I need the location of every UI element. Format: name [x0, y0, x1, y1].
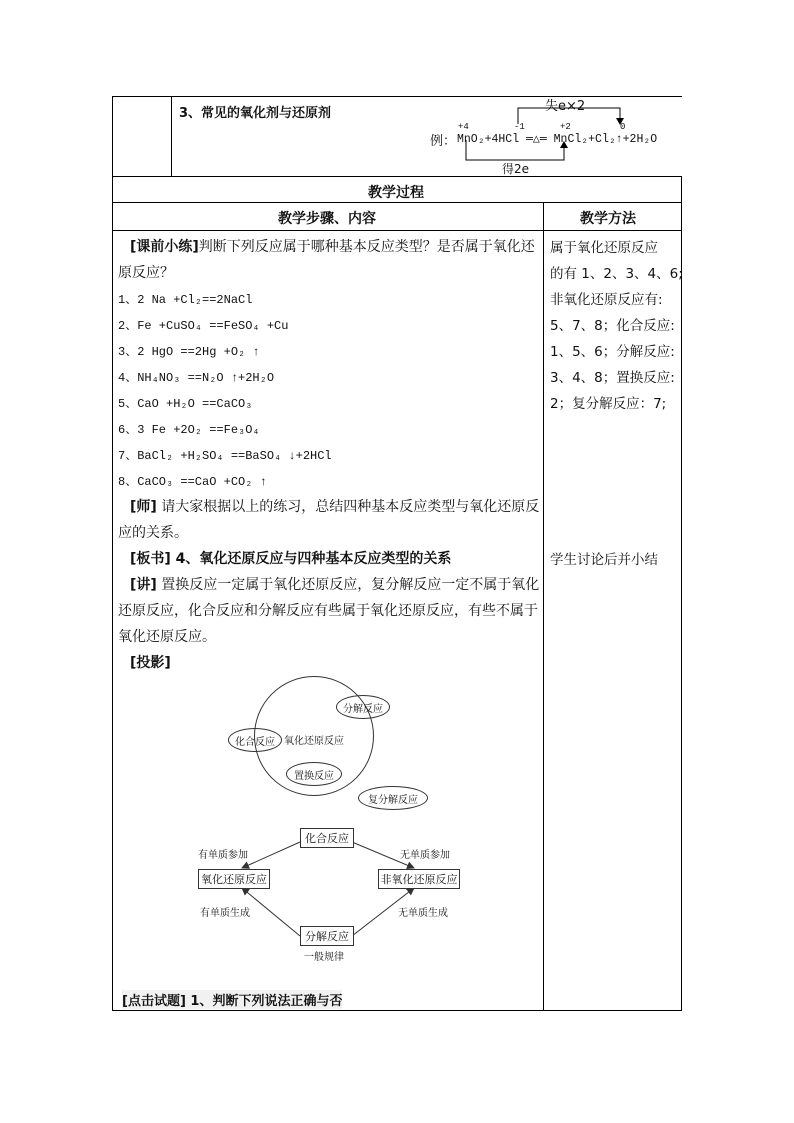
reaction-3: 3、2 HgO ==2Hg +O₂ ↑ — [118, 345, 260, 359]
venn-replace-ellipse: 置换反应 — [286, 762, 342, 786]
method-line-6: 3、4、8；置换反应: — [550, 370, 675, 386]
row-line-1 — [112, 176, 682, 177]
flow-diagram — [192, 826, 472, 966]
bottom-text: 1、判断下列说法正确与否 — [190, 994, 343, 1009]
flow-with-elem-out: 有单质生成 — [200, 908, 250, 919]
bottom-tag: [点击试题] — [122, 994, 186, 1009]
teacher-line-1 — [130, 496, 539, 516]
venn-diagram — [222, 674, 442, 814]
lecture-line-1 — [130, 574, 539, 594]
reaction-8: 8、CaCO₃ ==CaO +CO₂ ↑ — [118, 475, 267, 489]
venn-double-decomp-ellipse: 复分解反应 — [358, 786, 428, 810]
method-line-1: 属于氧化还原反应 — [550, 240, 658, 256]
intro-tag: [课前小练] — [130, 239, 199, 255]
col-steps-header: 教学步骤、内容 — [278, 211, 376, 227]
equation-text: MnO₂+4HCl ═△═ MnCl₂+Cl₂↑+2H₂O — [457, 133, 658, 146]
ox-state-mn2: +2 — [560, 122, 571, 132]
flow-rule-label: 一般规律 — [304, 952, 344, 963]
flow-no-elem-out: 无单质生成 — [398, 908, 448, 919]
teacher-tag: [师] — [130, 499, 157, 515]
flow-nonredox-box: 非氧化还原反应 — [378, 869, 460, 889]
board-text: 4、氧化还原反应与四种基本反应类型的关系 — [175, 551, 452, 567]
reaction-2: 2、Fe +CuSO₄ ==FeSO₄ +Cu — [118, 319, 289, 333]
reaction-1: 1、2 Na +Cl₂==2NaCl — [118, 293, 253, 307]
gain-electron-label: 得2e — [502, 162, 530, 176]
table-left-line — [112, 96, 113, 1011]
venn-decomp-ellipse: 分解反应 — [336, 695, 390, 719]
reaction-5: 5、CaO +H₂O ==CaCO₃ — [118, 397, 253, 411]
equation-prefix: 例： — [430, 134, 457, 149]
flow-combine-box: 化合反应 — [300, 828, 354, 848]
process-header: 教学过程 — [368, 185, 424, 201]
reaction-6: 6、3 Fe +2O₂ ==Fe₃O₄ — [118, 423, 260, 437]
main-col-divider — [543, 202, 544, 1011]
method-line-4: 5、7、8；化合反应: — [550, 318, 675, 334]
flow-decomp-box: 分解反应 — [300, 926, 354, 946]
teacher-text-1: 请大家根据以上的练习，总结四种基本反应类型与氧化还原反 — [161, 499, 540, 515]
ox-state-cl2: 0 — [620, 122, 626, 132]
lecture-text-3: 氧化还原反应。 — [118, 629, 216, 645]
method-line-5: 1、5、6；分解反应: — [550, 344, 675, 360]
intro-text-2: 原反应？ — [118, 265, 174, 281]
flow-redox-box: 氧化还原反应 — [198, 869, 270, 889]
lecture-text-1: 置换反应一定属于氧化还原反应，复分解反应一定不属于氧化 — [161, 577, 540, 593]
top-col-divider — [171, 96, 172, 177]
section-title: 3、常见的氧化剂与还原剂 — [179, 106, 332, 121]
board-line — [130, 548, 451, 568]
intro-text-1: 判断下列反应属于哪种基本反应类型？是否属于氧化还 — [198, 239, 535, 255]
method-line-7: 2；复分解反应：7; — [550, 396, 667, 412]
intro-line-1 — [130, 236, 535, 256]
venn-combine-ellipse: 化合反应 — [228, 728, 282, 752]
flow-with-elem-in: 有单质参加 — [198, 850, 248, 861]
equation-block — [430, 96, 682, 176]
board-tag: [板书] — [130, 551, 171, 567]
lecture-text-2: 还原反应，化合反应和分解反应有些属于氧化还原反应，有些不属于 — [118, 603, 538, 619]
venn-redox-label: 氧化还原反应 — [284, 736, 344, 747]
reaction-7: 7、BaCl₂ +H₂SO₄ ==BaSO₄ ↓+2HCl — [118, 449, 332, 463]
bottom-line — [122, 990, 342, 1009]
table-right-line — [681, 176, 682, 1011]
ox-state-mn: +4 — [458, 122, 469, 132]
method-line-2: 的有 1、2、3、4、6; — [550, 266, 683, 282]
teacher-text-2: 应的关系。 — [118, 525, 188, 541]
ox-state-cl: -1 — [514, 122, 525, 132]
lecture-tag: [讲] — [130, 577, 157, 593]
row-line-2 — [112, 202, 682, 203]
flow-no-elem-in: 无单质参加 — [400, 850, 450, 861]
reaction-4: 4、NH₄NO₃ ==N₂O ↑+2H₂O — [118, 371, 275, 385]
row-line-3 — [112, 230, 682, 231]
lose-electron-label: 失e×2 — [545, 99, 586, 114]
projection-tag: [投影] — [130, 655, 171, 671]
method-discuss: 学生讨论后并小结 — [550, 552, 658, 568]
table-bottom-line — [112, 1010, 682, 1011]
method-line-3: 非氧化还原反应有: — [550, 292, 663, 308]
col-method-header: 教学方法 — [580, 211, 636, 227]
